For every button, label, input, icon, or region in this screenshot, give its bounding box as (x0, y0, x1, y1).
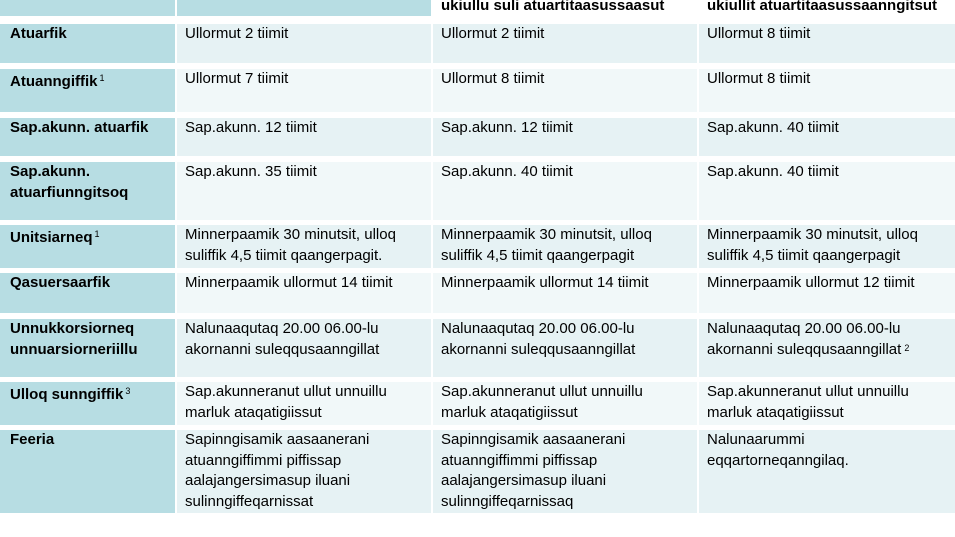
row-cell-1: Sap.akunn. 35 tiimit (177, 162, 433, 220)
table-header-row (0, 0, 955, 18)
table-row (0, 114, 955, 158)
row-cell-3: Sap.akunn. 40 tiimit (699, 162, 955, 220)
table-row (0, 379, 955, 427)
row-cell-3: Sap.akunneranut ullut unnuillu marluk ataqatigiissut (699, 382, 955, 425)
row-cell-3: Nalunaarummi eqqartorneqanngilaq. (699, 430, 955, 513)
row-cell-3: Ullormut 8 tiimit (699, 69, 955, 112)
table-row (0, 222, 955, 270)
row-cell-3: Minnerpaamik ullormut 12 tiimit (699, 273, 955, 313)
row-label: Unitsiarneq (10, 229, 93, 246)
row-label: Atuanngiffik (10, 73, 98, 90)
footnote-marker: 1 (99, 73, 105, 83)
row-cell-2: Minnerpaamik 30 minutsit, ulloq suliffik 4,5 tiimit qaangerpagit (433, 225, 699, 268)
row-cell-1: Ullormut 7 tiimit (177, 69, 433, 112)
footnote-marker: 1 (94, 229, 100, 239)
row-label: Unnukkorsiorneq unnuarsiorneriillu (10, 320, 138, 358)
row-cell-1: Sap.akunn. 12 tiimit (177, 118, 433, 156)
row-cell-1: Ullormut 2 tiimit (177, 24, 433, 63)
footnote-marker: 2 (904, 342, 910, 353)
row-cell-2: Sap.akunneranut ullut unnuillu marluk ataqatigiissut (433, 382, 699, 425)
row-label: Sap.akunn. atuarfik (10, 119, 149, 136)
table-row (0, 270, 955, 315)
row-cell-2: Ullormut 8 tiimit (433, 69, 699, 112)
row-cell-1: Nalunaaqutaq 20.00 06.00-lu akornanni suleqqusaanngillat (177, 319, 433, 377)
header-cell-3: ukiullit atuartitaasussaanngitsut (699, 0, 955, 16)
row-label: Ulloq sunngiffik (10, 386, 124, 403)
table-row (0, 18, 955, 65)
row-cell-2: Sap.akunn. 12 tiimit (433, 118, 699, 156)
row-cell-2: Sap.akunn. 40 tiimit (433, 162, 699, 220)
row-cell-2: Minnerpaamik ullormut 14 tiimit (433, 273, 699, 313)
row-cell-2: Nalunaaqutaq 20.00 06.00-lu akornanni suleqqusaanngillat (433, 319, 699, 377)
header-cell-1 (177, 0, 433, 16)
header-cell-0 (0, 0, 177, 16)
row-cell-1: Minnerpaamik ullormut 14 tiimit (177, 273, 433, 313)
row-cell-1: Sap.akunneranut ullut unnuillu marluk ataqatigiissut (177, 382, 433, 425)
table-row (0, 158, 955, 222)
row-cell-1: Sapinngisamik aasaanerani atuanngiffimmi piffissap aalajangersimasup iluani sulinngiffeqarnissat (177, 430, 433, 513)
row-cell-2: Ullormut 2 tiimit (433, 24, 699, 63)
row-cell-2: Sapinngisamik aasaanerani atuanngiffimmi piffissap aalajangersimasup iluani sulinngiffeqarnissaq (433, 430, 699, 513)
row-cell-3: Minnerpaamik 30 minutsit, ulloq suliffik 4,5 tiimit qaangerpagit (699, 225, 955, 268)
row-cell-3: Nalunaaqutaq 20.00 06.00-lu akornanni suleqqusaanngillat (707, 320, 902, 358)
table-row (0, 65, 955, 114)
table-row (0, 315, 955, 379)
row-label: Feeria (10, 431, 55, 448)
header-cell-2: ukiullu suli atuartitaasussaasut (433, 0, 699, 16)
row-cell-1: Minnerpaamik 30 minutsit, ulloq suliffik 4,5 tiimit qaangerpagit. (177, 225, 433, 268)
row-label: Qasuersaarfik (10, 274, 111, 291)
footnote-marker: 3 (125, 386, 131, 396)
table-row (0, 427, 955, 513)
row-cell-3: Ullormut 8 tiimit (699, 24, 955, 63)
row-label: Atuarfik (10, 25, 67, 42)
row-cell-3: Sap.akunn. 40 tiimit (699, 118, 955, 156)
row-label: Sap.akunn. atuarfiunngitsoq (10, 163, 129, 201)
